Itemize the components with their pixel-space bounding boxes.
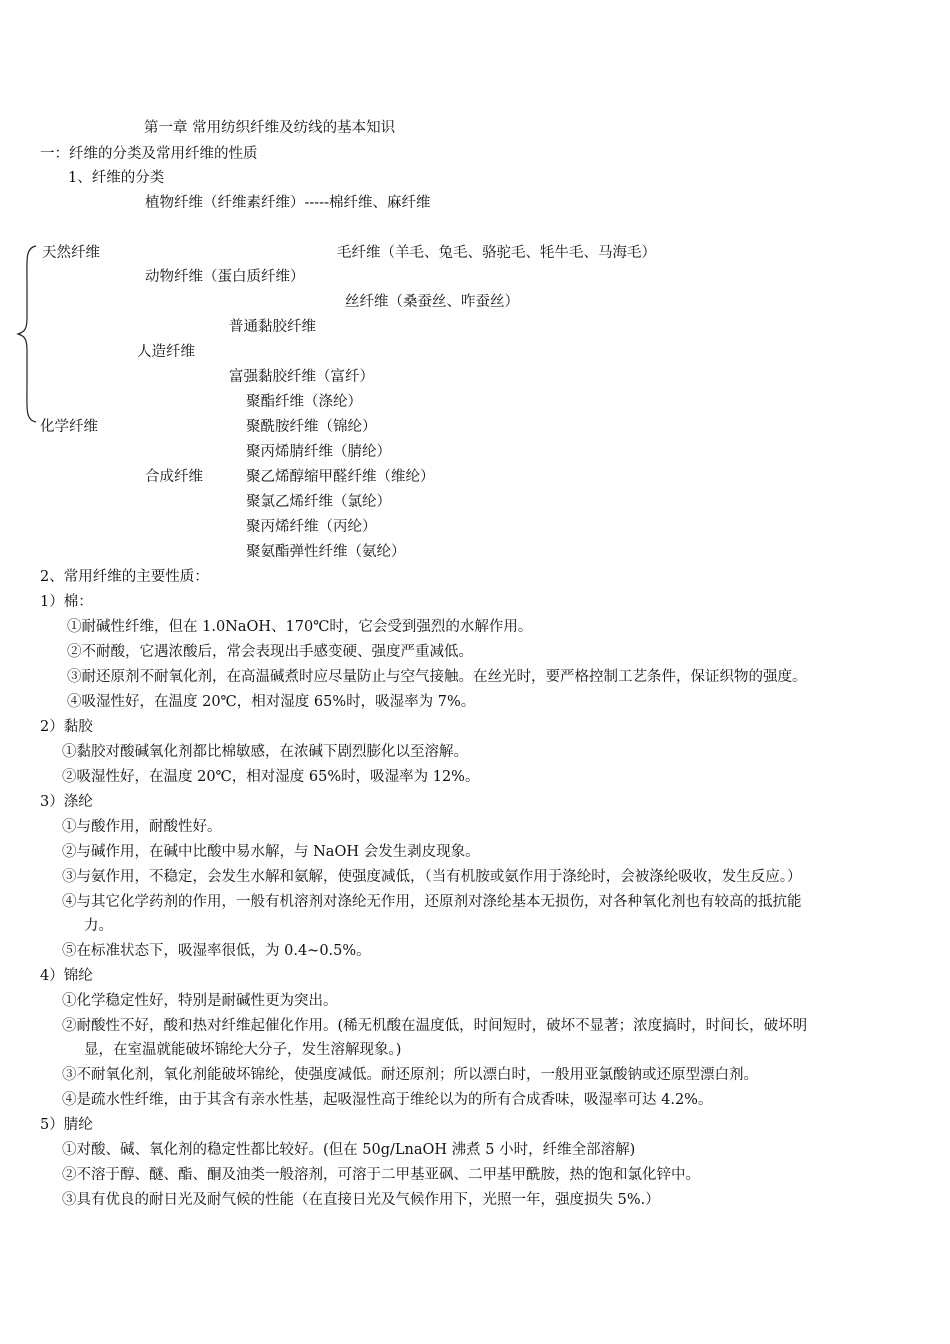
viscose-heading: 2）黏胶: [40, 719, 93, 735]
list-item: ②不耐酸，它遇浓酸后，常会表现出手感变硬、强度严重减低。: [67, 644, 473, 660]
list-item: ①与酸作用，耐酸性好。: [62, 819, 222, 835]
pp-fiber: 聚丙烯纤维（丙纶）: [246, 519, 377, 535]
synthetic-fiber: 合成纤维: [145, 469, 203, 485]
polynosic-fiber: 富强黏胶纤维（富纤）: [229, 369, 374, 385]
section-heading: 一：纤维的分类及常用纤维的性质: [40, 146, 258, 162]
list-item: ③耐还原剂不耐氧化剂，在高温碱煮时应尽量防止与空气接触。在丝光时，要严格控制工艺条件，保证织物的强度。: [67, 669, 807, 685]
list-item: ③与氨作用，不稳定，会发生水解和氨解，使强度减低，（当有机胺或氨作用于涤纶时，会被涤纶吸收，发生反应。）: [62, 869, 802, 885]
list-item: ③具有优良的耐日光及耐气候的性能（在直接日光及气候作用下，光照一年，强度损失 5%.）: [62, 1192, 660, 1208]
curly-brace-icon: [16, 244, 38, 424]
list-item: ①黏胶对酸碱氧化剂都比棉敏感，在浓碱下剧烈膨化以至溶解。: [62, 744, 468, 760]
list-item: ③不耐氧化剂，氧化剂能破坏锦纶，使强度减低。耐还原剂；所以漂白时，一般用亚氯酸钠或还原型漂白剂。: [62, 1067, 758, 1083]
list-item: ②吸湿性好，在温度 20℃，相对湿度 65%时，吸湿率为 12%。: [62, 769, 480, 785]
vinylon-fiber: 聚乙烯醇缩甲醛纤维（维纶）: [246, 469, 435, 485]
spandex-fiber: 聚氨酯弹性纤维（氨纶）: [246, 544, 406, 560]
list-item: ②与碱作用，在碱中比酸中易水解，与 NaOH 会发生剥皮现象。: [62, 844, 480, 860]
polyester-heading: 3）涤纶: [40, 794, 93, 810]
list-item: ④与其它化学药剂的作用，一般有机溶剂对涤纶无作用，还原剂对涤纶基本无损伤，对各种氧化剂也有较高的抵抗能: [62, 894, 802, 910]
properties-heading: 2、常用纤维的主要性质：: [40, 569, 209, 585]
polyamide-fiber: 聚酰胺纤维（锦纶）: [246, 419, 377, 435]
cotton-heading: 1）棉：: [40, 594, 93, 610]
list-item: ①对酸、碱、氧化剂的稳定性都比较好。(但在 50g/LnaOH 沸煮 5 小时，纤维全部溶解): [62, 1142, 636, 1158]
natural-fiber: 天然纤维: [42, 245, 100, 261]
subsection-heading: 1、纤维的分类: [68, 170, 165, 186]
list-item: ①化学稳定性好，特别是耐碱性更为突出。: [62, 993, 338, 1009]
nylon-heading: 4）锦纶: [40, 968, 93, 984]
chemical-fiber: 化学纤维: [40, 419, 98, 435]
list-item: ⑤在标准状态下，吸湿率很低，为 0.4~0.5%。: [62, 943, 371, 959]
list-item-continued: 力。: [84, 918, 113, 934]
list-item: ①耐碱性纤维，但在 1.0NaOH、170℃时，它会受到强烈的水解作用。: [67, 619, 533, 635]
list-item: ②不溶于醇、醚、酯、酮及油类一般溶剂，可溶于二甲基亚砜、二甲基甲酰胺，热的饱和氯化锌中。: [62, 1167, 700, 1183]
manmade-fiber: 人造纤维: [137, 344, 195, 360]
polyester-fiber: 聚酯纤维（涤纶）: [246, 394, 362, 410]
acrylic-fiber: 聚丙烯腈纤维（腈纶）: [246, 444, 391, 460]
acrylic-heading: 5）腈纶: [40, 1117, 93, 1133]
viscose-fiber: 普通黏胶纤维: [229, 319, 316, 335]
wool-fiber: 毛纤维（羊毛、兔毛、骆驼毛、牦牛毛、马海毛）: [337, 245, 656, 261]
plant-fiber: 植物纤维（纤维素纤维）-----棉纤维、麻纤维: [145, 195, 431, 211]
chapter-title: 第一章 常用纺织纤维及纺线的基本知识: [144, 120, 396, 136]
pvc-fiber: 聚氯乙烯纤维（氯纶）: [246, 494, 391, 510]
list-item: ②耐酸性不好，酸和热对纤维起催化作用。(稀无机酸在温度低，时间短时，破坏不显著；浓度搞时，时间长，破坏明: [62, 1018, 808, 1034]
list-item-continued: 显，在室温就能破坏锦纶大分子，发生溶解现象。): [84, 1042, 402, 1058]
silk-fiber: 丝纤维（桑蚕丝、咋蚕丝）: [345, 294, 519, 310]
list-item: ④是疏水性纤维，由于其含有亲水性基，起吸湿性高于维纶以为的所有合成香味，吸湿率可达 4.2%。: [62, 1092, 713, 1108]
animal-fiber: 动物纤维（蛋白质纤维）: [145, 269, 305, 285]
list-item: ④吸湿性好，在温度 20℃，相对湿度 65%时，吸湿率为 7%。: [67, 694, 476, 710]
